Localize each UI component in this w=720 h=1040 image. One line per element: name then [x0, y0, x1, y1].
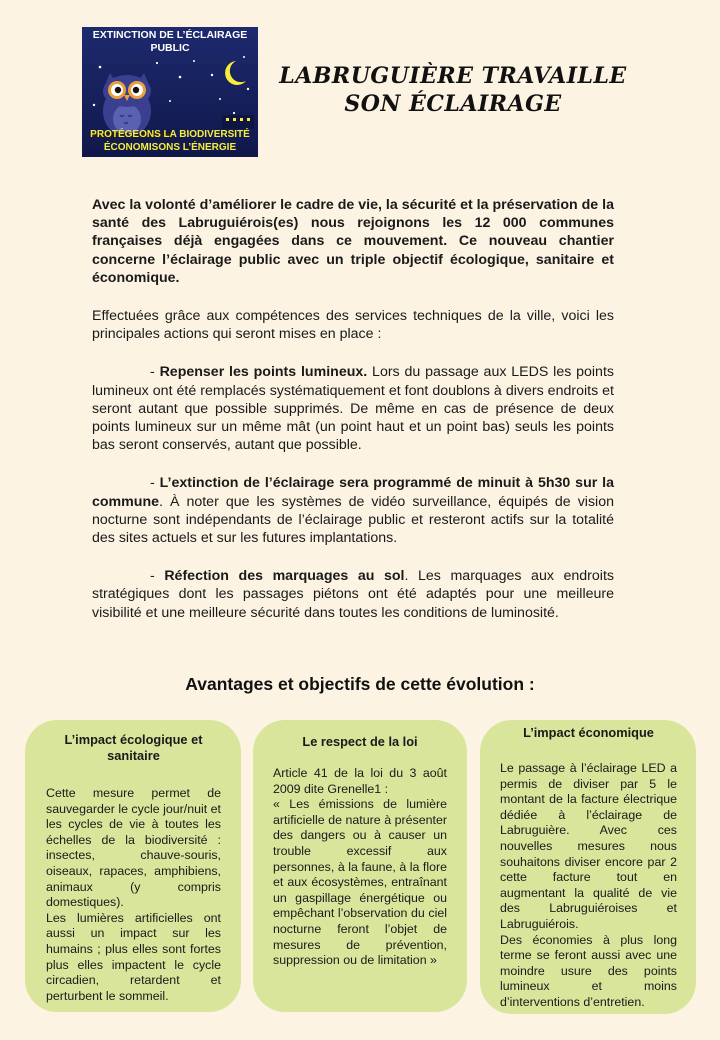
action-bold: Repenser les points lumineux.: [159, 364, 368, 381]
action-bold: L’extinction de l’éclairage sera programmé de minuit à 5h30 sur la commune: [92, 475, 615, 510]
action-text: Lors du passage aux LEDS les points lumineux ont été remplacés systématiquement et font doublons à divers endroits et seront autant que possible supprimés. De même en cas de présence de deux points lumineux sur un même mât (un point haut et un point bas) seuls les points bas seront conservés, autant que possible.: [92, 364, 614, 454]
poster-top-line2: PUBLIC: [150, 42, 190, 54]
box-paragraph: Cette mesure permet de sauvegarder le cycle jour/nuit et les cycles de vie à toutes les échelles de la biodiversité : insectes, chauve-souris, oiseaux, rapaces, amphibiens, animaux (y compris domestiques).: [46, 786, 221, 910]
action-prefix: -: [150, 568, 165, 585]
poster-top-line1: EXTINCTION DE L’ÉCLAIRAGE: [92, 29, 248, 41]
title-line2: SON ÉCLAIRAGE: [344, 91, 562, 117]
page-title: [268, 62, 638, 118]
action-bold: Réfection des marquages au sol: [164, 568, 405, 585]
actions-lead-paragraph: Effectuées grâce aux compétences des services techniques de la ville, voici les principales actions qui seront mises en place :: [92, 308, 614, 343]
action-item: [92, 567, 614, 622]
box-ecological-impact: [25, 720, 241, 1012]
box-paragraph: Le passage à l’éclairage LED a permis de diviser par 5 le montant de la facture électrique dédiée à l’éclairage de Labruguière. Avec ces nouvelles mesures nous souhaitons diviser encore par 2 cette facture tout en augmentant la qualité de vie des Labruguiéroises et Labruguiérois.: [500, 761, 677, 931]
box-paragraph: Article 41 de la loi du 3 août 2009 dite Grenelle1 :: [273, 766, 447, 796]
article-body: [92, 196, 614, 642]
action-text: . À noter que les systèmes de vidéo surveillance, équipés de vision nocturne sont indépendants de l’éclairage public et resteront actifs sur la totalité des sites actuels et sur les futures implantations.: [92, 493, 614, 547]
action-item: [92, 474, 614, 547]
action-text: . Les marquages aux endroits stratégiques dont les passages piétons ont été adaptés pour une meilleure visibilité et une meilleure sécurité dans toutes les conditions de luminosité.: [92, 568, 614, 621]
action-prefix: -: [150, 475, 160, 492]
action-prefix: -: [150, 364, 160, 381]
poster-logo: [82, 27, 258, 157]
poster-bottom-line2: ÉCONOMISONS L’ÉNERGIE: [103, 142, 237, 153]
box-paragraph: « Les émissions de lumière artificielle de nature à présenter des dangers ou à causer un trouble excessif aux personnes, à la faune, à la flore et aux écosystèmes, entraînant un gaspillage énergétique ou empêchant l’observation du ciel nocturne feront l’objet de mesures de prévention, suppression ou de limitation »: [273, 797, 447, 968]
box-title: Le respect de la loi: [302, 734, 418, 749]
action-item: [92, 363, 614, 454]
poster-bottom-text: [82, 128, 258, 154]
benefits-heading: Avantages et objectifs de cette évolution :: [185, 674, 535, 694]
box-paragraph: Les lumières artificielles ont aussi un impact sur les humains ; plus elles sont fortes plus elles impactent le cycle circadien, retardent et perturbent le sommeil.: [46, 910, 221, 1003]
box-paragraph: Des économies à plus long terme se feront aussi avec une moindre usure des points lumineux et moins d’interventions d’entretien.: [500, 932, 677, 1009]
box-title: L’impact économique: [523, 725, 654, 740]
poster-top-text: [82, 29, 258, 55]
poster-bottom-line1: PROTÉGEONS LA BIODIVERSITÉ: [90, 129, 250, 140]
title-line1: LABRUGUIÈRE TRAVAILLE: [279, 63, 627, 89]
box-law-respect: [253, 720, 467, 1012]
box-economic-impact: [480, 720, 696, 1014]
intro-paragraph: Avec la volonté d’améliorer le cadre de vie, la sécurité et la préservation de la santé des Labruguiérois(es) nous rejoignons les 12 000 communes françaises déjà engagées dans ce mouvement. Ce nouveau chantier concerne l’éclairage public avec un triple objectif écologique, sanitaire et économique.: [92, 197, 614, 286]
box-title: L’impact écologique et sanitaire: [64, 732, 203, 763]
